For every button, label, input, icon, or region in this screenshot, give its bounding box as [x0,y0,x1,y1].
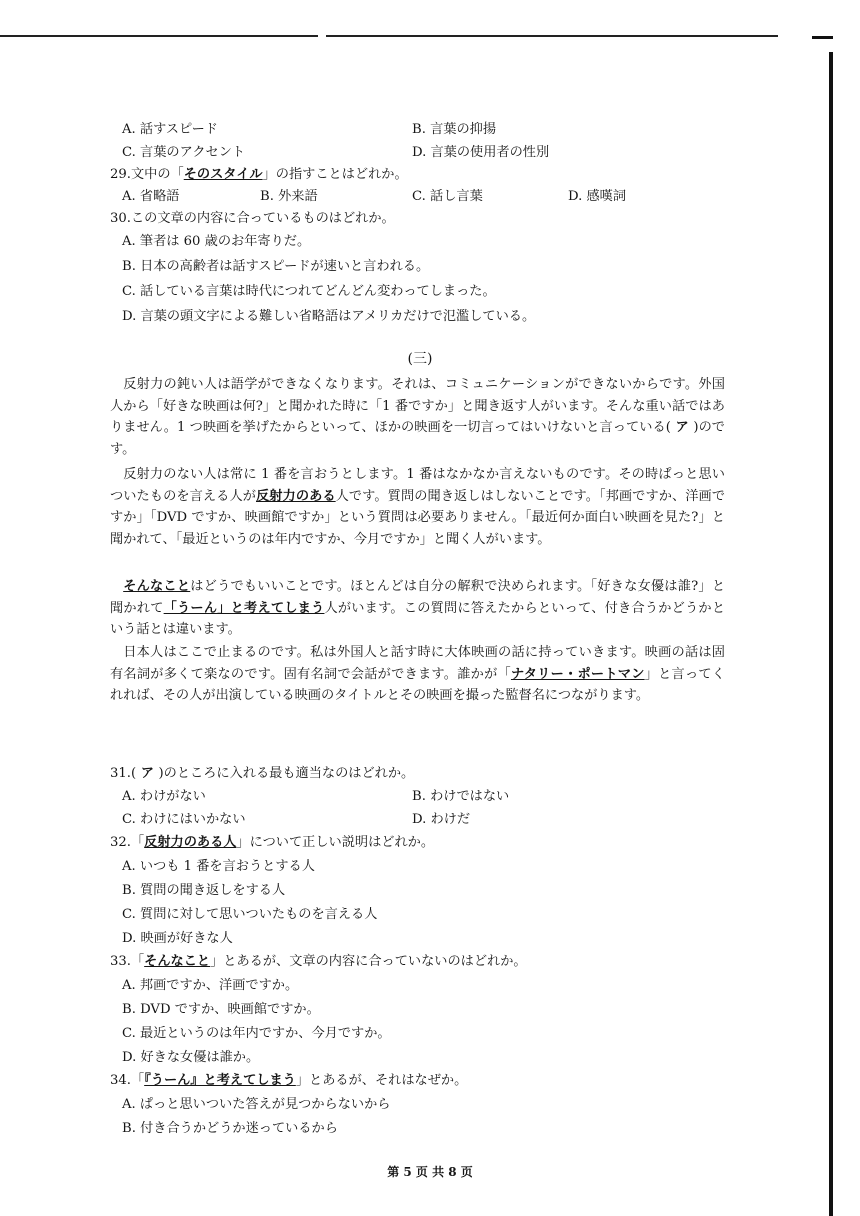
page-footer: 第 5 页 共 8 页 [387,1165,473,1179]
q29-option-b: B. 外来語 [260,189,318,204]
page-edge-corner [812,36,833,39]
q31-option-a: A. わけがない [122,789,206,804]
keyword-uun: 「うーん」と考えてしまう [163,600,325,616]
q30-option-b: B. 日本の高齢者は話すスピードが速いと言われる。 [122,259,430,274]
q29-stem: 29.文中の「そのスタイル」の指すことはどれか。 [110,167,408,182]
q28-option-c: C. 言葉のアクセント [122,145,246,160]
q34-stem: 34.「『うーん』と考えてしまう」とあるが、それはなぜか。 [110,1073,468,1088]
q31-option-b: B. わけではない [412,789,510,804]
q30-option-c: C. 話している言葉は時代につれてどんどん変わってしまった。 [122,284,496,299]
q28-option-a: A. 話すスピード [122,122,218,137]
q33-option-a: A. 邦画ですか、洋画ですか。 [122,978,299,993]
q32-stem: 32.「反射力のある人」について正しい説明はどれか。 [110,835,435,850]
passage-paragraph-3: そんなことはどうでもいいことです。ほとんどは自分の解釈で決められます。「好きな女優は誰?」と聞かれて「うーん」と考えてしまう人がいます。この質問に答えたからといって、付き合うかどうかという話とは違います。 [110,579,726,638]
keyword-hanshaku: 反射力のある [256,488,336,504]
q29-option-a: A. 省略語 [122,189,180,204]
q33-option-d: D. 好きな女優は誰か。 [122,1050,260,1065]
q29-option-c: C. 話し言葉 [412,189,483,204]
q32-option-b: B. 質問の聞き返しをする人 [122,883,286,898]
q31-option-c: C. わけにはいかない [122,812,246,827]
q30-option-d: D. 言葉の頭文字による難しい省略語はアメリカだけで氾濫している。 [122,309,536,324]
top-rule-right [326,35,778,37]
q34-option-a: A. ぱっと思いついた答えが見つからないから [122,1097,391,1112]
q32-option-a: A. いつも 1 番を言おうとする人 [122,859,315,874]
q31-stem: 31.( ア )のところに入れる最も適当なのはどれか。 [110,766,415,781]
q34-option-b: B. 付き合うかどうか迷っているから [122,1121,338,1136]
keyword-natalie: ナタリー・ポートマン [510,666,645,682]
passage-paragraph-4: 日本人はここで止まるのです。私は外国人と話す時に大体映画の話に持っていきます。映画の話は固有名詞が多くて楽なのです。固有名詞で会話ができます。誰かが「ナタリー・ポートマン」と言ってくれれば、その人が出演している映画のタイトルとその映画を撮った監督名につながります。 [110,645,726,704]
q32-option-d: D. 映画が好きな人 [122,931,233,946]
passage-paragraph-1: 反射力の鈍い人は語学ができなくなります。それは、コミュニケーションができないからです。外国人から「好きな映画は何?」と聞かれた時に「1 番ですか」と聞き返す人がいます。そんな重い話ではありません。1 つ映画を挙げたからといって、ほかの映画を一切言ってはいけないと言っている( ア )のです。 [110,377,725,457]
section-title: (三) [407,351,433,367]
q33-stem: 33.「そんなこと」とあるが、文章の内容に合っていないのはどれか。 [110,954,527,969]
q32-option-c: C. 質問に対して思いついたものを言える人 [122,907,378,922]
q30-option-a: A. 筆者は 60 歳のお年寄りだ。 [122,234,311,249]
q33-option-c: C. 最近というのは年内ですか、今月ですか。 [122,1026,391,1041]
keyword-sonnakoto: そんなこと [123,579,191,594]
page-edge-right [829,52,833,1216]
q33-option-b: B. DVD ですか、映画館ですか。 [122,1002,320,1017]
q28-option-d: D. 言葉の使用者の性別 [412,145,550,160]
q29-keyword: そのスタイル [183,167,263,182]
q31-option-d: D. わけだ [412,812,471,827]
passage-paragraph-2: 反射力のない人は常に 1 番を言おうとします。1 番はなかなか言えないものです。その時ぱっと思いついたものを言える人が反射力のある人です。質問の聞き返しはしないことです。「邦画ですか、洋画ですか」「DVD ですか、映画館ですか」という質問は必要ありません。「最近何か面白い映画を見た?」と聞かれて、「最近というのは年内ですか、今月ですか」と聞く人がいます。 [110,467,726,547]
q29-option-d: D. 感嘆詞 [568,189,627,204]
top-rule-left [0,35,318,37]
q30-stem: 30.この文章の内容に合っているものはどれか。 [110,211,395,226]
q28-option-b: B. 言葉の抑揚 [412,122,497,137]
blank-a: ア [670,420,694,436]
